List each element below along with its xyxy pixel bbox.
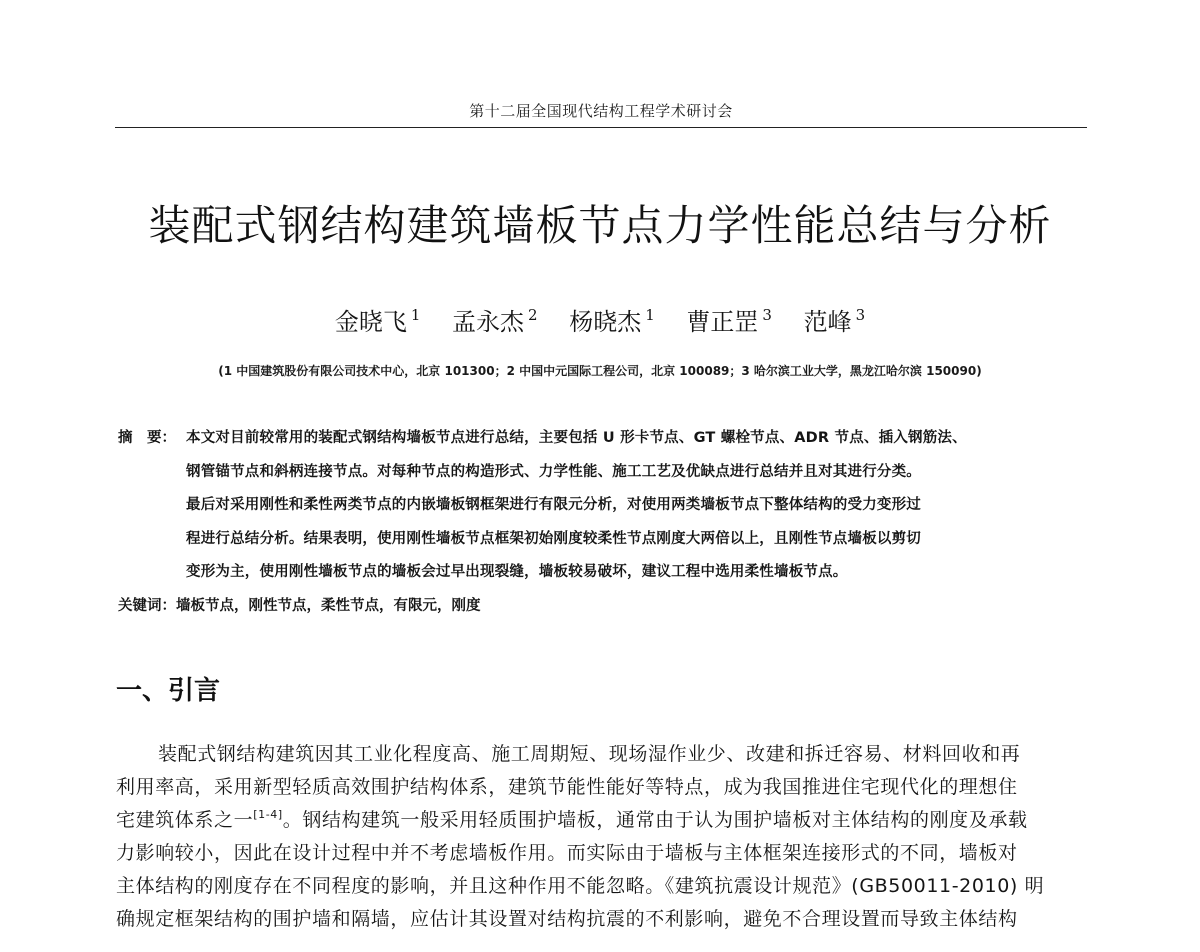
body-text: 宅建筑体系之一 — [116, 809, 254, 831]
abstract-line: 变形为主，使用刚性墙板节点的墙板会过早出现裂缝，墙板较易破坏，建议工程中选用柔性墙板节点。 — [186, 564, 848, 581]
author-name: 范峰 — [803, 308, 852, 336]
abstract-label: 摘 要： — [118, 430, 176, 446]
affiliations: (1 中国建筑股份有限公司技术中心，北京 101300；2 中国中元国际工程公司，北京 100089；3 哈尔滨工业大学，黑龙江哈尔滨 150090) — [218, 364, 982, 378]
introduction-body — [116, 739, 1088, 937]
keywords-text: 墙板节点，刚性节点，柔性节点，有限元，刚度 — [176, 598, 481, 614]
body-text: 。钢结构建筑一般采用轻质围护墙板，通常由于认为围护墙板对主体结构的刚度及承载 — [282, 809, 1028, 831]
abstract-line: 钢管锚节点和斜柄连接节点。对每种节点的构造形式、力学性能、施工工艺及优缺点进行总结并且对其进行分类。 — [186, 463, 921, 480]
keywords-label: 关键词： — [118, 598, 176, 614]
abstract-line: 程进行总结分析。结果表明，使用刚性墙板节点框架初始刚度较柔性节点刚度大两倍以上，且刚性节点墙板以剪切 — [186, 530, 921, 547]
body-line — [116, 805, 1088, 838]
author-name: 金晓飞 — [334, 308, 407, 336]
paper-title: 装配式钢结构建筑墙板节点力学性能总结与分析 — [148, 201, 1052, 250]
body-text: 力影响较小，因此在设计过程中并不考虑墙板作用。而实际由于墙板与主体框架连接形式的不同，墙板对 — [116, 842, 1018, 864]
author — [452, 302, 538, 337]
body-text: 确规定框架结构的围护墙和隔墙，应估计其设置对结构抗震的不利影响，避免不合理设置而导致主体结构 — [116, 908, 1018, 930]
abstract-line: 最后对采用刚性和柔性两类节点的内嵌墙板钢框架进行有限元分析，对使用两类墙板节点下整体结构的受力变形过 — [186, 497, 921, 514]
author-name: 杨晓杰 — [569, 308, 642, 336]
author-name: 孟永杰 — [452, 308, 525, 336]
section-heading-introduction: 一、引言 — [116, 676, 221, 706]
body-text: 装配式钢结构建筑因其工业化程度高、施工周期短、现场湿作业少、改建和拆迁容易、材料回收和再 — [158, 743, 1021, 765]
body-text: 利用率高，采用新型轻质高效围护结构体系，建筑节能性能好等特点，成为我国推进住宅现代化的理想住 — [116, 776, 1018, 798]
body-line — [116, 838, 1088, 871]
running-header: 第十二届全国现代结构工程学术研讨会 — [469, 102, 733, 120]
header-divider — [115, 127, 1087, 128]
abstract-body — [186, 426, 1086, 594]
body-line — [116, 739, 1088, 772]
author — [686, 302, 772, 337]
author-affiliation-mark: 3 — [762, 306, 772, 324]
author — [804, 302, 866, 337]
author-affiliation-mark: 2 — [528, 306, 538, 324]
abstract-line: 本文对目前较常用的装配式钢结构墙板节点进行总结，主要包括 U 形卡节点、GT 螺栓节点、ADR 节点、插入钢筋法、 — [186, 430, 967, 446]
body-line — [116, 904, 1088, 937]
body-line — [116, 772, 1088, 805]
body-text: 主体结构的刚度存在不同程度的影响，并且这种作用不能忽略。《建筑抗震设计规范》(GB50011-2010) 明 — [116, 875, 1045, 897]
author — [335, 302, 421, 337]
keywords — [118, 594, 481, 615]
body-line — [116, 871, 1088, 904]
author-name: 曹正罡 — [686, 308, 759, 336]
citation-ref: [1-4] — [253, 808, 283, 821]
author-list — [0, 302, 1200, 337]
author-affiliation-mark: 3 — [855, 306, 866, 324]
author-affiliation-mark: 1 — [645, 306, 655, 324]
author-affiliation-mark: 1 — [410, 306, 421, 324]
author — [569, 302, 655, 337]
